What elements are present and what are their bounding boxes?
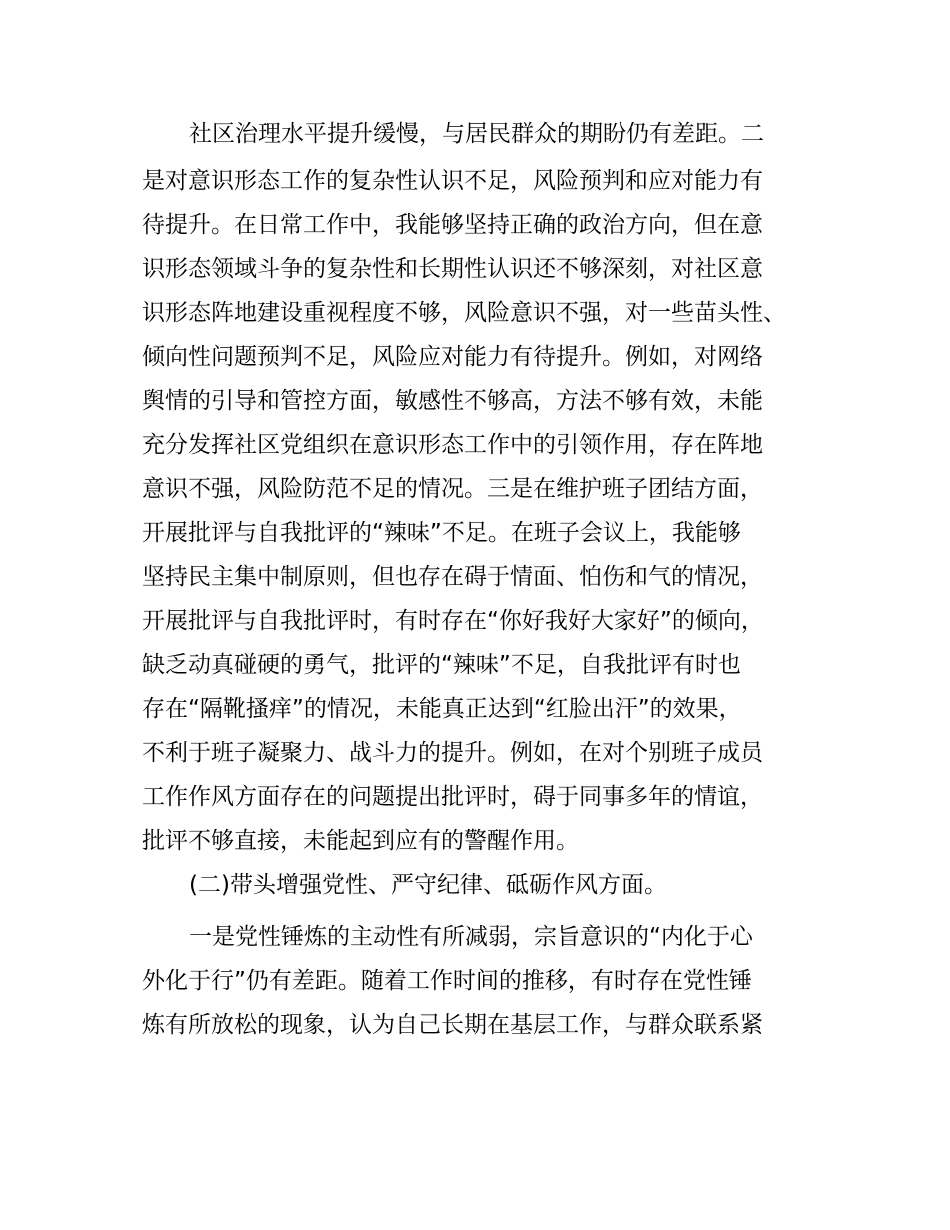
text-line: 意识不强，风险防范不足的情况。三是在维护班子团结方面， — [142, 476, 763, 502]
text-line: 批评不够直接，未能起到应有的警醒作用。 — [142, 828, 579, 854]
text-line: 开展批评与自我批评的“辣味”不足。在班子会议上，我能够 — [142, 520, 741, 546]
text-line: 待提升。在日常工作中，我能够坚持正确的政治方向，但在意 — [142, 212, 763, 238]
text-line: 是对意识形态工作的复杂性认识不足，风险预判和应对能力有 — [142, 168, 763, 194]
text-line: 充分发挥社区党组织在意识形态工作中的引领作用，存在阵地 — [142, 432, 763, 458]
text-line: 识形态阵地建设重视程度不够，风险意识不强，对一些苗头性、 — [142, 300, 786, 326]
text-line: 外化于行”仍有差距。随着工作时间的推移，有时存在党性锤 — [142, 968, 752, 994]
text-line: 坚持民主集中制原则，但也存在碍于情面、怕伤和气的情况， — [142, 564, 763, 590]
text-line: 舆情的引导和管控方面，敏感性不够高，方法不够有效，未能 — [142, 388, 763, 414]
text-line: 一是党性锤炼的主动性有所减弱，宗旨意识的“内化于心 — [189, 924, 753, 950]
text-line: 不利于班子凝聚力、战斗力的提升。例如，在对个别班子成员 — [142, 740, 763, 766]
text-line: 炼有所放松的现象，认为自己长期在基层工作，与群众联系紧 — [142, 1012, 763, 1038]
text-line: 工作作风方面存在的问题提出批评时，碍于同事多年的情谊， — [142, 784, 763, 810]
text-line: 社区治理水平提升缓慢，与居民群众的期盼仍有差距。二 — [189, 121, 764, 147]
text-line: 识形态领域斗争的复杂性和长期性认识还不够深刻，对社区意 — [142, 256, 763, 282]
text-line: 开展批评与自我批评时，有时存在“你好我好大家好”的倾向， — [142, 608, 764, 634]
text-line: 缺乏动真碰硬的勇气，批评的“辣味”不足，自我批评有时也 — [142, 652, 741, 678]
text-line: 倾向性问题预判不足，风险应对能力有待提升。例如，对网络 — [142, 344, 763, 370]
text-line: 存在“隔靴搔痒”的情况，未能真正达到“红脸出汗”的效果， — [142, 696, 742, 722]
section-heading: (二)带头增强党性、严守纪律、砥砺作风方面。 — [189, 872, 667, 898]
